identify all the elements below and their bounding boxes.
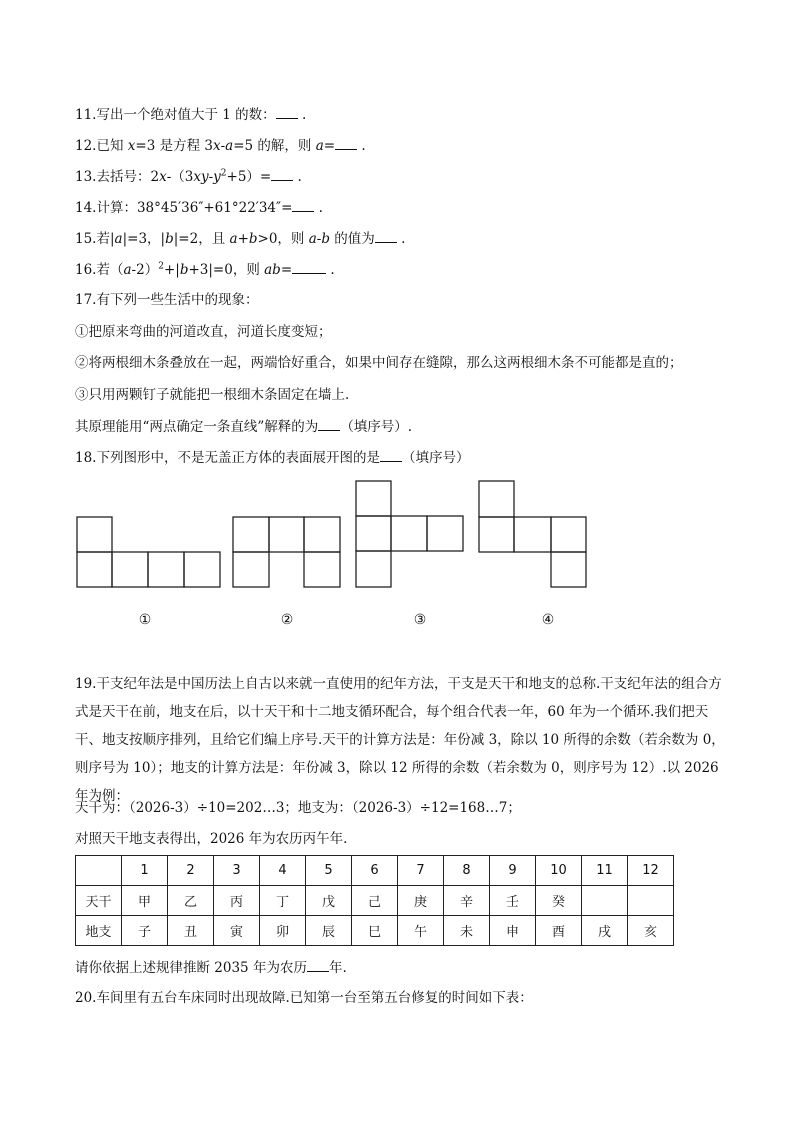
question-17-item-3: ③只用两颗钉子就能把一根细木条固定在墙上. <box>75 387 350 403</box>
table-cell: 癸 <box>536 886 582 916</box>
question-18: 18.下列图形中，不是无盖正方体的表面展开图的是 （填序号） <box>75 447 469 467</box>
table-cell: 11 <box>582 856 628 886</box>
table-cell: 1 <box>122 856 168 886</box>
table-cell: 未 <box>444 916 490 946</box>
question-19-text: 19.干支纪年法是中国历法上自古以来就一直使用的纪年方法，干支是天干和地支的总称.干支纪年法的组合方式是天干在前，地支在后，以十天干和十二地支循环配合，每个组合代表一年，60 年为一个循环.我们把天干、地支按顺序排列，且给它们编上序号.天干的计算方法是：年份减 3，除以 10 所得的余数（若余数为 0，则序号为 10）；地支的计算方法是：年份减 3，除以 12 所得的余数（若余数为 0，则序号为 12）.以 2026 年为例： <box>75 676 725 804</box>
table-cell: 戊 <box>306 886 352 916</box>
question-17-stem: 17.有下列一些生活中的现象： <box>75 292 259 308</box>
table-cell: 6 <box>352 856 398 886</box>
table-cell: 2 <box>168 856 214 886</box>
cube-net-4 <box>479 481 586 587</box>
table-cell: 丁 <box>260 886 306 916</box>
table-row <box>76 886 674 916</box>
table-row <box>76 856 674 886</box>
row-header-dizhi: 地支 <box>76 916 122 946</box>
table-cell: 7 <box>398 856 444 886</box>
answer-blank[interactable] <box>271 166 293 181</box>
table-cell: 壬 <box>490 886 536 916</box>
table-cell: 午 <box>398 916 444 946</box>
answer-blank[interactable] <box>335 135 357 150</box>
table-cell: 巳 <box>352 916 398 946</box>
table-cell: 戌 <box>582 916 628 946</box>
table-cell: 辰 <box>306 916 352 946</box>
cube-nets-figure <box>0 470 794 630</box>
question-20-text: 20.车间里有五台车床同时出现故障.已知第一台至第五台修复的时间如下表： <box>75 990 533 1006</box>
answer-blank[interactable] <box>292 259 326 274</box>
question-19-ask: 请你依据上述规律推断 2035 年为农历 年. <box>75 957 347 977</box>
table-cell: 10 <box>536 856 582 886</box>
table-cell: 子 <box>122 916 168 946</box>
net-label-1: ① <box>138 612 152 628</box>
table-cell <box>628 886 674 916</box>
question-17-ask: 其原理能用“两点确定一条直线”解释的为 （填序号）. <box>75 416 412 436</box>
question-16: 16.若$(a-2)^2+|b+3|=0$，则 ab= . <box>75 259 335 279</box>
table-cell: 己 <box>352 886 398 916</box>
table-cell: 亥 <box>628 916 674 946</box>
cube-net-2 <box>233 517 340 587</box>
table-cell: 5 <box>306 856 352 886</box>
table-cell: 12 <box>628 856 674 886</box>
answer-blank[interactable] <box>292 197 314 212</box>
table-cell: 酉 <box>536 916 582 946</box>
answer-blank[interactable] <box>318 416 340 431</box>
net-label-4: ④ <box>541 612 555 628</box>
row-header-tiangan: 天干 <box>76 886 122 916</box>
table-cell: 卯 <box>260 916 306 946</box>
table-cell: 庚 <box>398 886 444 916</box>
table-cell <box>582 886 628 916</box>
table-cell: 8 <box>444 856 490 886</box>
table-cell: 3 <box>214 856 260 886</box>
ganzhi-table <box>75 855 674 946</box>
question-14: 14.计算：38°45′36″+61°22′34″= . <box>75 197 323 217</box>
table-cell: 9 <box>490 856 536 886</box>
cube-net-3 <box>356 481 463 587</box>
answer-blank[interactable] <box>375 228 397 243</box>
table-row <box>76 916 674 946</box>
table-cell: 辛 <box>444 886 490 916</box>
table-cell: 丑 <box>168 916 214 946</box>
question-12: 12.已知 x=3 是方程 3x-a=5 的解，则 a= . <box>75 135 366 155</box>
net-label-2: ② <box>280 612 294 628</box>
question-15: 15.若|a|=3，|b|=2，且 a+b>0，则 a-b 的值为 . <box>75 228 405 248</box>
question-17-item-2: ②将两根细木条叠放在一起，两端恰好重合，如果中间存在缝隙，那么这两根细木条不可能都是直的； <box>75 355 683 371</box>
question-17-item-1: ①把原来弯曲的河道改直，河道长度变短； <box>75 324 332 340</box>
table-cell: 甲 <box>122 886 168 916</box>
answer-blank[interactable] <box>276 104 298 119</box>
table-cell: 寅 <box>214 916 260 946</box>
question-19-result: 对照天干地支表得出，2026 年为农历丙午年. <box>75 831 348 847</box>
question-19-calc: 天干为：（2026-3）÷10=202…3；地支为：（2026-3）÷12=168…7； <box>75 800 521 816</box>
table-cell: 丙 <box>214 886 260 916</box>
cube-net-1 <box>77 517 220 587</box>
net-label-3: ③ <box>413 612 427 628</box>
table-cell: 乙 <box>168 886 214 916</box>
table-cell: 申 <box>490 916 536 946</box>
answer-blank[interactable] <box>307 957 329 972</box>
question-13: 13.去括号：$2x-(3xy-y^2+5)=$ . <box>75 166 302 186</box>
question-11: 11.写出一个绝对值大于 1 的数： . <box>75 104 306 124</box>
table-cell: 4 <box>260 856 306 886</box>
answer-blank[interactable] <box>380 447 402 462</box>
